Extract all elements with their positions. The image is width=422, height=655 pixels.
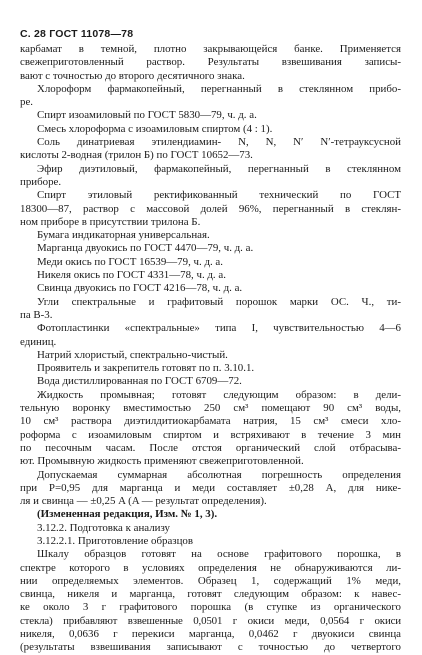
text-line: Бумага индикаторная универсальная. [37,229,210,242]
text-line: ля и свинца — ±0,25 A (A — результат определения). [20,495,267,508]
text-line: карбамат в темной, плотно закрывающейся банке. Применяется [20,43,401,55]
page-header: С. 28 ГОСТ 11078—78 [20,28,134,40]
text-line: приборе. [20,175,62,188]
text-line: ре. [20,96,34,109]
text-line: ют. Промывную жидкость применяют свежеприготовленной. [20,455,304,468]
text-line: Проявитель и закрепитель готовят по п. 3.10.1. [37,362,255,375]
text-line: свежеприготовленный раствор. Результаты взвешивания записы- [20,56,401,69]
text-line: Никеля окись по ГОСТ 4331—78, ч. д. а. [37,269,226,282]
text-line: (Измененная редакция, Изм. № 1, 3). [37,508,218,521]
text-line: Угли спектральные и графитовый порошок марки ОС. Ч., ти- [37,295,401,308]
text-line: роформа с изоамиловым спиртом и встряхивают в течение 3 мин [20,428,401,441]
text-line: тельную воронку вместимостью 250 см³ помещают 90 см³ воды, [20,402,401,415]
text-line: кислоты 2-водная (трилон Б) по ГОСТ 10652—73. [20,149,253,162]
text-line: Смесь хлороформа с изоамиловым спиртом (4 : 1). [37,122,273,135]
text-line: при P=0,95 для марганца и меди составляет ±0,28 A, для нике- [20,481,401,494]
text-line: Натрий хлористый, спектрально-чистый. [37,348,228,361]
text-line: Эфир диэтиловый, фармакопейный, перегнанный в стеклянном [37,162,401,175]
text-line: Соль динатриевая этилендиамин- N, N, N′ N′-тетрауксусной [37,136,401,149]
text-line: Марганца двуокись по ГОСТ 4470—79, ч. д. а. [37,242,254,255]
text-line: единиц. [20,335,57,348]
text-line: спектре которого в условиях определения не обнаруживаются ли- [20,561,401,574]
text-line: Допускаемая суммарная абсолютная погрешность определения [37,468,401,481]
text-line: Шкалу образцов готовят на основе графитового порошка, в [37,548,401,561]
text-line: па В-3. [20,308,53,321]
text-line: ке около 3 г графитового порошка (в ступке из органического [20,601,401,614]
text-line: Спирт изоамиловый по ГОСТ 5830—79, ч. д. а. [37,109,257,122]
text-line: вают с точностью до второго десятичного знака. [20,69,245,82]
text-line: (результаты взвешивания записывают с точностью до четвертого [20,641,401,654]
text-line: Хлороформ фармакопейный, перегнанный в стеклянном прибо- [37,82,401,95]
text-line: 3.12.2.1. Приготовление образцов [37,534,193,547]
text-line: стекла) прибавляют взвешенные 0,0501 г окиси меди, 0,0564 г окиси [20,614,401,627]
text-line: свинца, никеля и марганца, готовят следующим образом: к навес- [20,588,401,601]
body-text [20,43,401,655]
text-line: Фотопластинки «спектральные» типа I, чувствительностью 4—6 [37,322,401,335]
text-line: Меди окись по ГОСТ 16539—79, ч. д. а. [37,255,223,268]
text-line: 10 см³ раствора диэтилдитиокарбамата натрия, 15 см³ смеси хло- [20,415,401,428]
text-line: ном приборе в присутствии трилона Б. [20,215,201,228]
text-line: 18300—87, раствор с массовой долей 96%, перегнанный в стеклян- [20,202,401,215]
text-line: по песочным часам. После отстоя органический слой отбрасыва- [20,441,401,454]
text-line: никеля, 0,0636 г перекиси марганца, 0,0462 г двуокиси свинца [20,628,401,641]
text-line: Свинца двуокись по ГОСТ 4216—78, ч. д. а. [37,282,243,295]
text-line: нии определяемых элементов. Образец 1, содержащий 1% меди, [20,574,401,587]
text-line: 3.12.2. Подготовка к анализу [37,521,170,534]
text-line: Жидкость промывная; готовят следующим образом: в дели- [37,388,401,401]
text-line: Вода дистиллированная по ГОСТ 6709—72. [37,375,242,388]
text-line: Спирт этиловый ректификованный технический по ГОСТ [37,189,401,202]
